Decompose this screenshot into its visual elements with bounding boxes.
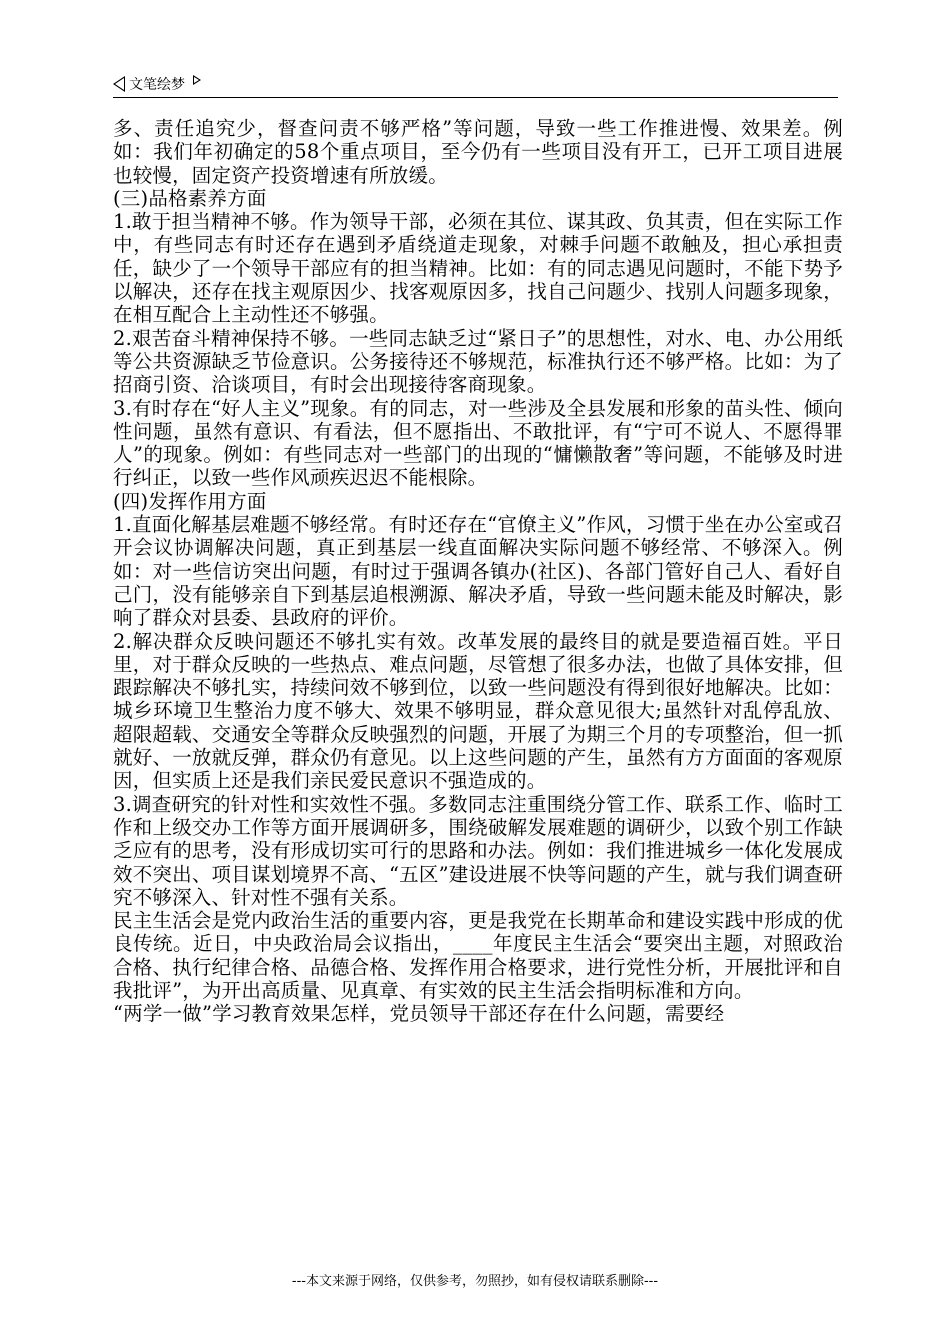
section-heading: (四)发挥作用方面 <box>113 489 267 513</box>
left-triangle-icon <box>113 76 125 92</box>
paragraph: 2.艰苦奋斗精神保持不够。一些同志缺乏过“紧日子”的思想性，对水、电、办公用纸等公共资源缺乏节俭意识。公务接待还不够规范，标准执行还不够严格。比如：为了招商引资、洽谈项目，有时会出现接待客商现象。 <box>113 326 843 397</box>
paragraph: “两学一做”学习教育效果怎样，党员领导干部还存在什么问题，需要经 <box>113 1002 725 1026</box>
section-heading: (三)品格素养方面 <box>113 186 267 210</box>
paragraph: 1.敢于担当精神不够。作为领导干部，必须在其位、谋其政、负其责，但在实际工作中，有些同志有时还存在遇到矛盾绕道走现象，对棘手问题不敢触及，担心承担责任，缺少了一个领导干部应有的担当精神。比如：有的同志遇见问题时，不能下势予以解决，还存在找主观原因少、找客观原因多，找自己问题少、找别人问题多现象，在相互配合上主动性还不够强。 <box>113 210 843 327</box>
document-body <box>113 117 843 1026</box>
paragraph: 1.直面化解基层难题不够经常。有时还存在“官僚主义”作风，习惯于坐在办公室或召开会议协调解决问题，真正到基层一线直面解决实际问题不够经常、不够深入。例如：对一些信访突出问题，有时过于强调各镇办(社区)、各部门管好自己人、看好自己门，没有能够亲自下到基层追根溯源、解决矛盾，导致一些问题未能及时解决，影响了群众对县委、县政府的评价。 <box>113 513 843 630</box>
header-title: 文笔绘梦 <box>129 77 185 93</box>
paragraph: 民主生活会是党内政治生活的重要内容，更是我党在长期革命和建设实践中形成的优良传统。近日，中央政治局会议指出，____年度民主生活会“要突出主题，对照政治合格、执行纪律合格、品德合格、发挥作用合格要求，进行党性分析，开展批评和自我批评”，为开出高质量、见真章、有实效的民主生活会指明标准和方向。 <box>113 909 843 1002</box>
header-divider <box>113 97 838 98</box>
paragraph: 3.有时存在“好人主义”现象。有的同志，对一些涉及全县发展和形象的苗头性、倾向性问题，虽然有意识、有看法，但不愿指出、不敢批评，有“宁可不说人、不愿得罪人”的现象。例如：有些同志对一些部门的出现的“慵懒散奢”等问题，不能够及时进行纠正，以致一些作风顽疾迟迟不能根除。 <box>113 396 843 490</box>
paragraph: 2.解决群众反映问题还不够扎实有效。改革发展的最终目的就是要造福百姓。平日里，对于群众反映的一些热点、难点问题，尽管想了很多办法，也做了具体安排，但跟踪解决不够扎实，持续问效不够到位，以致一些问题没有得到很好地解决。比如：城乡环境卫生整治力度不够大、效果不够明显，群众意见很大;虽然针对乱停乱放、超限超载、交通安全等群众反映强烈的问题，开展了为期三个月的专项整治，但一抓就好、一放就反弹，群众仍有意见。以上这些问题的产生，虽然有方方面面的客观原因，但实质上还是我们亲民爱民意识不强造成的。 <box>113 629 843 793</box>
paragraph: 多、责任追究少，督查问责不够严格”等问题，导致一些工作推进慢、效果差。例如：我们年初确定的58个重点项目，至今仍有一些项目没有开工，已开工项目进展也较慢，固定资产投资增速有所放缓。 <box>113 117 843 187</box>
page-header <box>113 72 838 96</box>
right-triangle-icon <box>193 75 201 85</box>
page-footer-note: ---本文来源于网络，仅供参考，勿照抄，如有侵权请联系删除--- <box>291 1274 659 1289</box>
paragraph: 3.调查研究的针对性和实效性不强。多数同志注重围绕分管工作、联系工作、临时工作和上级交办工作等方面开展调研多，围绕破解发展难题的调研少，以致个别工作缺乏应有的思考，没有形成切实可行的思路和办法。例如：我们推进城乡一体化发展成效不突出、项目谋划境界不高、“五区”建设进展不快等问题的产生，就与我们调查研究不够深入、针对性不强有关系。 <box>113 792 843 909</box>
